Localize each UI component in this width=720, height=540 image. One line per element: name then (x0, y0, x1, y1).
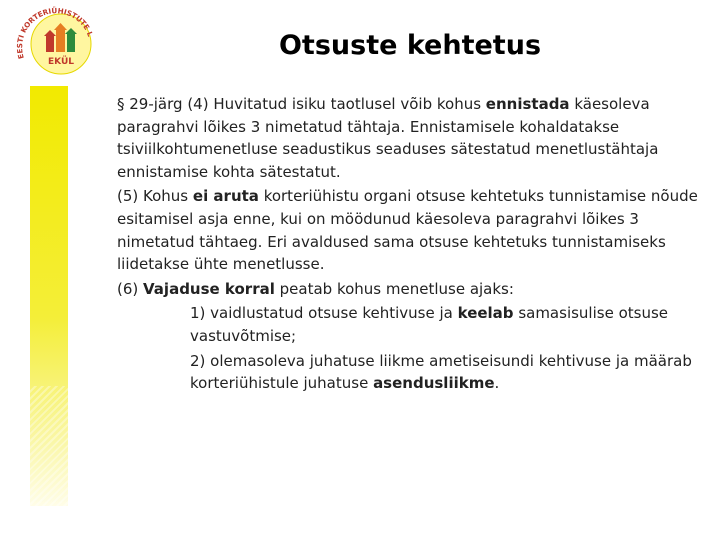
paragraph-6 (117, 278, 702, 301)
bold-term: ennistada (485, 95, 570, 113)
text-segment: korteriühistu organi otsuse kehtetuks tunnistamise nõude esitamisel asja enne, kui on möödunud käesoleva paragrahvi lõikes 3 nimetatud tähtaeg. Eri avaldused sama otsuse kehtetuks tunnistamiseks liidetakse ühte menetlusse. (117, 187, 698, 274)
bold-term: keelab (457, 304, 514, 323)
logo (16, 6, 106, 76)
text-segment: samasisulise otsuse vastuvõtmise; (190, 304, 668, 345)
text-segment: käesoleva paragrahvi lõikes 3 nimetatud tähtaja. Ennistamisele kohaldatakse tsiviilkohtumenetluse seadustikus seaduses sätestatud menetlustähtaja ennistamise kohta sätestatut. (117, 95, 659, 181)
text-segment: (6) (117, 279, 144, 298)
bold-term: Vajaduse korral (143, 279, 275, 298)
bold-term: ei aruta (192, 187, 259, 206)
text-segment: peatab kohus menetluse ajaks: (274, 279, 514, 298)
bold-term: asendusliikme (373, 374, 495, 393)
text-segment: § 29-järg (4) Huvitatud isiku taotlusel võib kohus (117, 95, 486, 113)
text-segment: . (494, 374, 500, 393)
slide-title: Otsuste kehtetus (278, 30, 542, 61)
text-segment: 2) olemasoleva juhatuse liikme ametiseisundi kehtivuse ja määrab korteriühistule juhatuse (190, 351, 692, 393)
logo-ring-text: EESTI KORTERIÜHISTUTE L (16, 6, 95, 60)
list-item-2 (117, 350, 702, 395)
paragraph-4 (117, 93, 702, 183)
list-item-1 (117, 302, 702, 347)
house-logo-icon (16, 6, 106, 76)
bar-fade (30, 386, 68, 506)
decorative-yellow-bar (30, 86, 68, 506)
slide-body (117, 93, 702, 397)
text-segment: (5) Kohus (117, 187, 193, 206)
logo-abbr: EKÜL (47, 57, 75, 67)
paragraph-5 (117, 185, 702, 275)
text-segment: 1) vaidlustatud otsuse kehtivuse ja (190, 304, 458, 323)
